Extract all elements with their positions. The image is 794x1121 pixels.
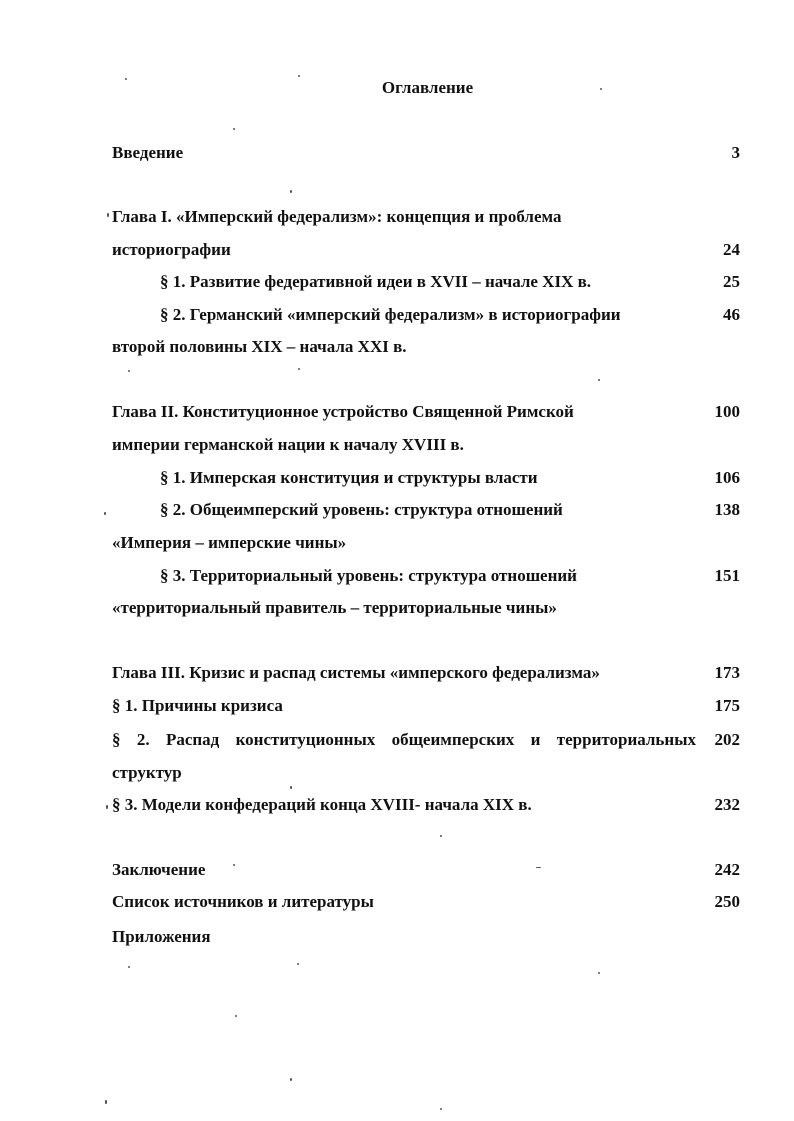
toc-ch1-s1-label: § 1. Развитие федеративной идеи в XVII – начале XIX в.	[160, 272, 592, 291]
toc-ch2-s2-line1: § 2. Общеимперский уровень: структура отношений	[160, 500, 563, 519]
toc-ch2-s3-line1: § 3. Территориальный уровень: структура отношений	[160, 566, 577, 585]
toc-ch2-s1-label: § 1. Имперская конституция и структуры власти	[160, 468, 538, 487]
toc-ch3-s2-line1: § 2. Распад конституционных общеимперских и территориальных	[112, 730, 696, 749]
toc-ch3-label: Глава III. Кризис и распад системы «имперского федерализма»	[112, 663, 600, 682]
scan-speck	[105, 1100, 107, 1104]
toc-ch3-s1-label: § 1. Причины кризиса	[112, 696, 283, 715]
toc-ch3-s2-page: 202	[714, 730, 740, 749]
toc-ch2-line1: Глава II. Конституционное устройство Священной Римской	[112, 402, 574, 421]
toc-ch3-s3-label: § 3. Модели конфедераций конца XVIII- начала XIX в.	[112, 795, 532, 814]
toc-title: Оглавление	[381, 78, 474, 97]
scan-speck	[107, 213, 109, 217]
toc-intro-label: Введение	[112, 143, 184, 162]
toc-ch3-s1-page: 175	[714, 696, 740, 715]
toc-conclusion-page: 242	[714, 860, 740, 879]
toc-ch3-s2-line2: структур	[112, 763, 182, 782]
scan-speck	[235, 1015, 237, 1017]
toc-ch1-s1-page: 25	[723, 272, 740, 291]
toc-ch2-line2: империи германской нации к началу XVIII в.	[112, 435, 464, 454]
toc-ch3-page: 173	[714, 663, 740, 682]
scan-speck	[290, 1078, 292, 1081]
scan-speck	[600, 88, 602, 90]
toc-ch1-page: 24	[723, 240, 740, 259]
toc-ch1-s2-page: 46	[723, 305, 740, 324]
toc-conclusion-label: Заключение	[112, 860, 206, 879]
toc-ch1-line1: Глава I. «Имперский федерализм»: концепция и проблема	[112, 207, 562, 226]
toc-ch2-s2-line2: «Империя – имперские чины»	[112, 533, 347, 552]
toc-ch2-s3-line2: «территориальный правитель – территориальные чины»	[112, 598, 557, 617]
toc-ch1-line2: историографии	[112, 240, 231, 259]
scan-speck	[290, 786, 292, 789]
toc-appendix-label: Приложения	[112, 927, 211, 946]
scan-speck	[297, 963, 299, 965]
toc-sources-page: 250	[714, 892, 740, 911]
scan-speck	[598, 972, 600, 974]
scan-speck	[125, 78, 127, 80]
scan-speck	[536, 867, 541, 868]
scan-speck	[104, 512, 106, 515]
toc-ch1-s2-line2: второй половины XIX – начала XXI в.	[112, 337, 407, 356]
scan-speck	[233, 128, 235, 130]
scan-speck	[290, 190, 292, 193]
scan-speck	[440, 835, 442, 837]
scan-speck	[106, 805, 108, 809]
scan-speck	[298, 368, 300, 370]
toc-intro-page: 3	[731, 143, 740, 162]
scan-speck	[598, 379, 600, 381]
toc-ch2-s3-page: 151	[714, 566, 740, 585]
toc-ch2-page: 100	[714, 402, 740, 421]
scan-speck	[233, 864, 235, 866]
toc-ch1-s2-line1: § 2. Германский «имперский федерализм» в историографии	[160, 305, 621, 324]
toc-sources-label: Список источников и литературы	[112, 892, 374, 911]
scan-speck	[128, 370, 130, 372]
toc-ch2-s2-page: 138	[714, 500, 740, 519]
toc-ch3-s3-page: 232	[714, 795, 740, 814]
scan-speck	[440, 1108, 442, 1110]
scan-speck	[298, 75, 300, 77]
scan-speck	[128, 966, 130, 968]
toc-ch2-s1-page: 106	[714, 468, 740, 487]
